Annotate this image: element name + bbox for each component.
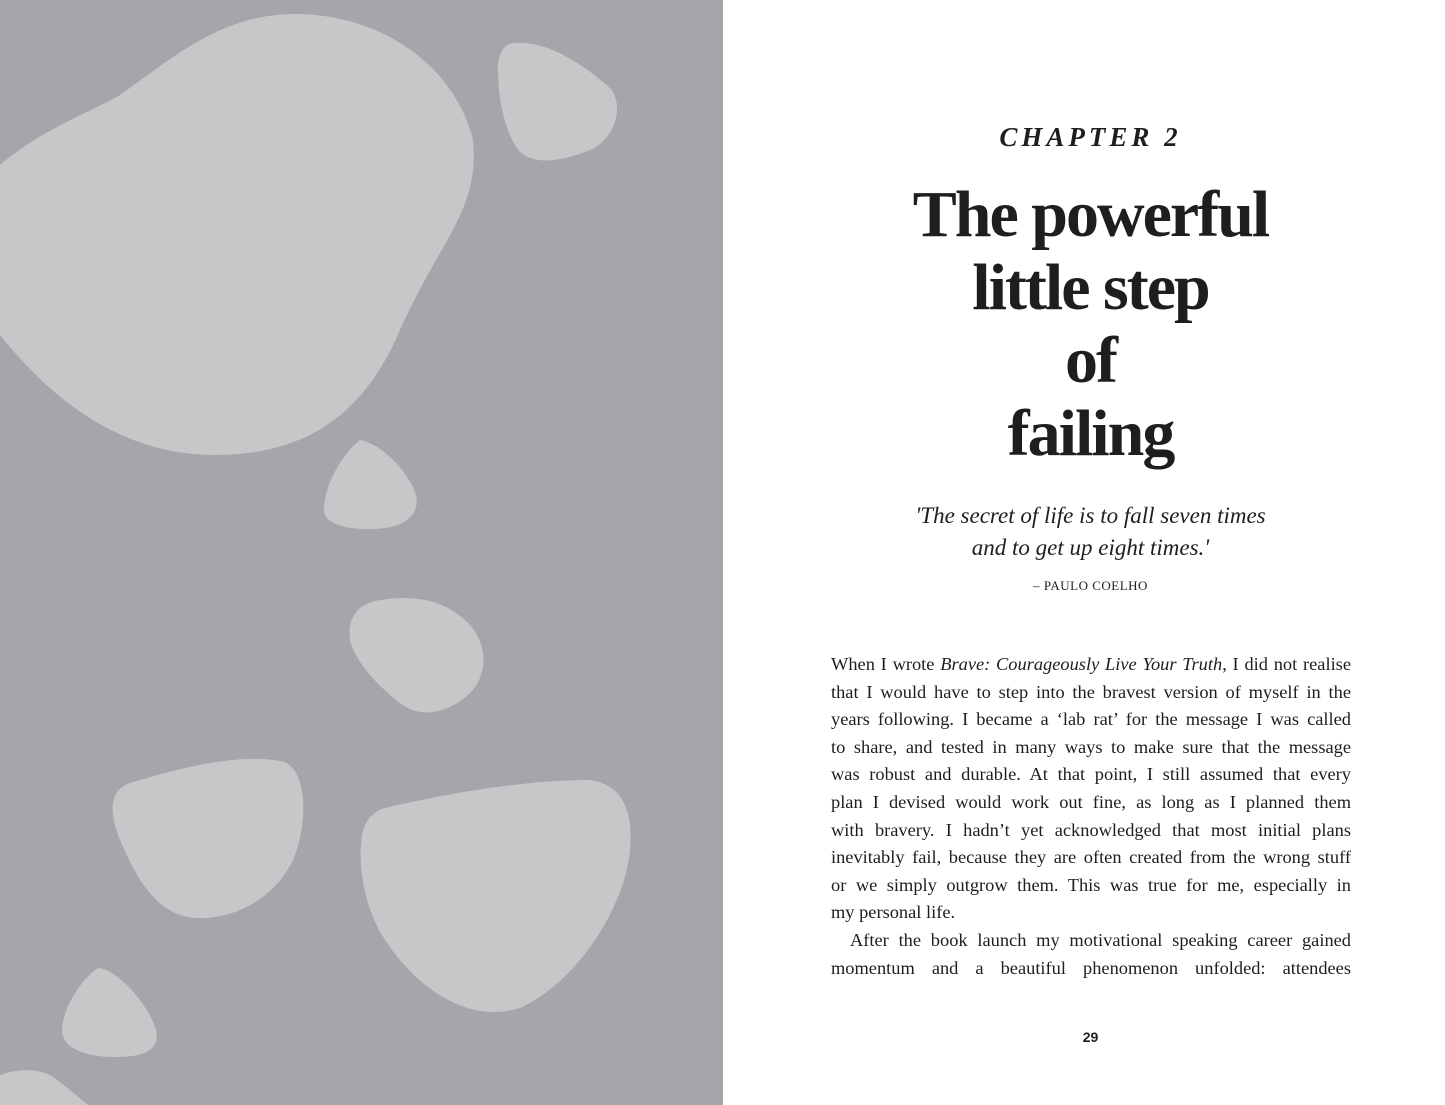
epigraph-attribution: – PAULO COELHO <box>1033 578 1148 593</box>
body-line: After the book launch my motivational speaking career gained <box>850 929 1351 950</box>
book-title: Brave: Courageously Live Your Truth <box>940 654 1223 674</box>
pebble-shape-1 <box>498 43 617 161</box>
pebble-shape-3 <box>350 598 484 712</box>
body-line: momentum and a beautiful phenomenon unfolded: attendees <box>831 957 1351 978</box>
pebble-shape-5 <box>361 780 631 1012</box>
page-number: 29 <box>1082 1029 1099 1045</box>
chapter-title-line: of <box>1065 324 1116 397</box>
body-line-after-title: , I did not realise <box>1222 654 1351 674</box>
body-line: to share, and tested in many ways to make sure that the message <box>831 736 1351 757</box>
body-line-opening: When I wrote <box>831 654 941 674</box>
book-right-page <box>723 0 1445 1105</box>
body-line: or we simply outgrow them. This was true for me, especially in <box>831 874 1351 895</box>
large-blob-shape <box>0 14 474 455</box>
chapter-label: CHAPTER 2 <box>999 122 1182 152</box>
epigraph-line: 'The secret of life is to fall seven times <box>915 503 1266 528</box>
pebble-shape-7 <box>0 1070 88 1105</box>
chapter-title-line: failing <box>1007 397 1174 470</box>
chapter-title-line: little step <box>972 251 1209 324</box>
body-line: plan I devised would work out fine, as long as I planned them <box>831 791 1351 812</box>
body-line: was robust and durable. At that point, I still assumed that every <box>831 764 1351 785</box>
chapter-title-line: The powerful <box>912 178 1269 251</box>
pebble-shape-6 <box>62 968 157 1057</box>
chapter-title <box>723 178 1445 470</box>
body-line <box>831 651 1351 679</box>
body-line: inevitably fail, because they are often created from the wrong stuff <box>831 847 1351 868</box>
pebble-shape-2 <box>324 440 417 529</box>
pebble-shape-4 <box>113 759 304 918</box>
body-text <box>831 651 1351 982</box>
body-line: my personal life. <box>831 902 956 923</box>
body-line: with bravery. I hadn’t yet acknowledged that most initial plans <box>831 819 1351 840</box>
epigraph-line: and to get up eight times.' <box>971 535 1210 560</box>
body-line: years following. I became a ‘lab rat’ for the message I was called <box>831 709 1351 730</box>
body-line: that I would have to step into the bravest version of myself in the <box>831 681 1351 702</box>
epigraph-quote <box>723 500 1445 564</box>
